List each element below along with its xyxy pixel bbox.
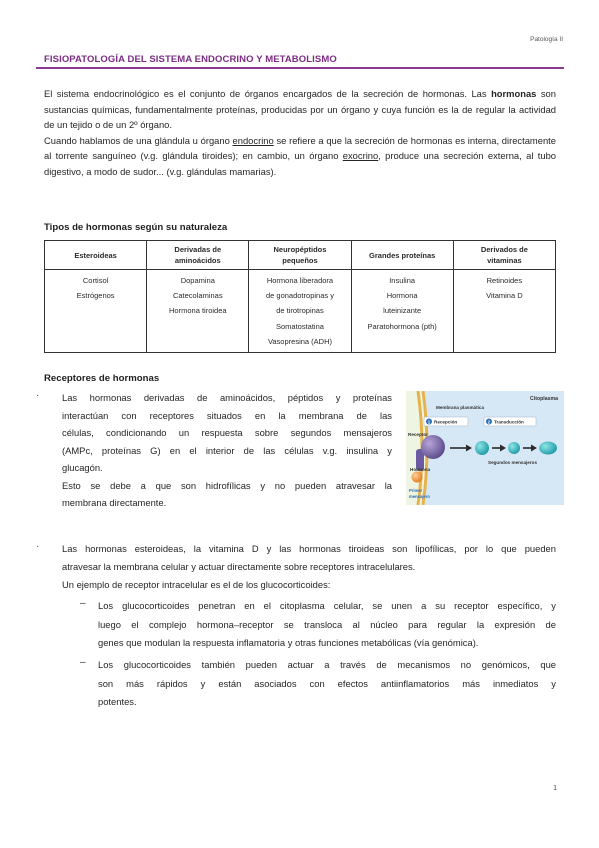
title-divider	[36, 67, 564, 69]
header-line: Grandes proteínas	[369, 250, 436, 260]
table-item: Estrógenos	[76, 291, 115, 301]
receptor-signaling-figure	[406, 391, 564, 505]
hormone-icon	[412, 472, 423, 483]
header-line: pequeños	[282, 256, 318, 265]
column-header-neuropeptidos	[249, 241, 351, 270]
bullet-marker: ·	[36, 541, 40, 552]
header-line: Neuropéptidos	[273, 245, 327, 254]
table-item: de tirotropinas	[276, 306, 324, 316]
receptors-heading: Receptores de hormonas	[44, 373, 160, 384]
label-segundos-mensajeros: Segundos mensajeros	[488, 460, 538, 465]
column-header-proteinas	[351, 241, 453, 270]
intro-block	[44, 86, 556, 179]
label-recepcion: Recepción	[434, 419, 458, 425]
bullet-2-text	[62, 540, 556, 594]
text-line: luego el complejo hormona–receptor se transloca al núcleo para regular la expresión de	[98, 618, 556, 630]
intro-text: Cuando hablamos de una glándula u órgano	[44, 134, 233, 146]
text-line: Esto se debe a que son hidrofílicas y no pueden atravesar la	[62, 479, 392, 491]
text-line: Las hormonas derivadas de aminoácidos, péptidos y proteínas	[62, 392, 392, 403]
text-line: Los glucocorticoides penetran en el citoplasma celular, se unen a su receptor específico, y	[98, 600, 556, 611]
table-item: Somatostatina	[275, 321, 324, 331]
sub-item-2-text	[98, 656, 556, 712]
table-item: luteinizante	[383, 306, 422, 316]
table-item: Hormona liberadora	[266, 276, 334, 285]
intro-paragraph-1	[44, 86, 556, 133]
term-exocrino: exocrino	[342, 150, 379, 161]
messenger-icon-1	[475, 441, 489, 455]
table-cell-neuropeptidos	[249, 270, 351, 353]
intro-paragraph-2	[44, 133, 556, 180]
text-line: (AMPc, proteínas G) en el interior de las células v.g. insulina y	[62, 444, 392, 456]
column-header-aminoacidos	[147, 241, 249, 270]
text-line: membrana directamente.	[62, 497, 167, 508]
label-citoplasma: Citoplasma	[530, 396, 558, 402]
intro-text: El sistema endocrinológico es el conjunto de órganos encargados de la secreción de hormonas. Las	[44, 88, 492, 99]
term-endocrino: endocrino	[232, 134, 274, 146]
table-header-row	[45, 241, 556, 270]
column-header-vitaminas	[453, 241, 555, 270]
hormone-types-table	[44, 240, 556, 353]
intro-text: , produce una secreción externa, al tubo digestivo, a modo de sudor... (v.g. glándulas mamarias).	[44, 150, 557, 177]
intro-text: son sustancias químicas, fundamentalmente proteínas, producidas por un órgano y cuya función es la de regular la actividad de un tejido o de un 2º órgano.	[44, 88, 556, 130]
label-receptor: Receptor	[408, 432, 428, 437]
page-number: 1	[553, 785, 557, 792]
term-hormonas: hormonas	[491, 88, 537, 99]
header-line: aminoácidos	[174, 256, 221, 265]
text-line: interactúan con receptores situados en la membrana de las	[62, 409, 392, 421]
table-item: Hormona	[386, 291, 418, 301]
table-row	[45, 270, 556, 353]
intro-text: se refiere a que la secreción de hormonas es interna, directamente al torrente sanguíneo (v.g. glándula tiroides); en cambio, un órgano	[44, 134, 556, 161]
table-item: Retinoides	[486, 276, 523, 285]
table-item: Insulina	[389, 276, 416, 285]
types-heading: Tipos de hormonas según su naturaleza	[44, 222, 228, 233]
text-line: Un ejemplo de receptor intracelular es el de los glucocorticoides:	[62, 579, 331, 590]
label-transduccion: Transducción	[494, 419, 524, 425]
messenger-icon-2	[508, 442, 520, 454]
step-number: 1	[427, 419, 431, 425]
header-line: Esteroideas	[74, 250, 117, 260]
dash-marker: –	[80, 598, 86, 609]
label-hormona: Hormona	[410, 467, 431, 472]
column-header-esteroideas	[45, 241, 147, 270]
text-line: potentes.	[98, 696, 137, 707]
table-item: Hormona tiroidea	[169, 306, 227, 316]
text-line: genes que modulan la respuesta inflamatoria y otras funciones metabólicas (vía genómica).	[98, 637, 479, 648]
label-mensajero: mensajero	[409, 494, 430, 499]
table-item: Dopamina	[180, 276, 215, 285]
table-item: Catecolaminas	[172, 291, 223, 301]
text-line: atravesar la membrana celular y actuar directamente sobre receptores intracelulares.	[62, 561, 416, 572]
table-item: Cortisol	[82, 276, 109, 285]
header-line: Derivados de	[480, 245, 528, 254]
dash-marker: –	[80, 657, 86, 668]
table-cell-vitaminas	[453, 270, 555, 353]
table-item: Vasopresina (ADH)	[267, 336, 332, 346]
header-line: vitaminas	[487, 256, 522, 265]
text-line: glucagón.	[62, 462, 103, 473]
table-cell-aminoacidos	[147, 270, 249, 353]
step-number: 2	[487, 419, 491, 425]
label-membrana: Membrana plasmática	[436, 405, 484, 410]
text-line: son más rápidos y están asociados con efectos antiinflamatorios más inmediatos y	[98, 677, 556, 689]
text-line: células, condicionando un respuesta sobre segundos mensajeros	[62, 427, 392, 438]
sub-item-1-text	[98, 597, 556, 653]
text-line: Los glucocorticoides también pueden actuar a través de mecanismos no genómicos, que	[98, 659, 556, 670]
text-line: Las hormonas esteroideas, la vitamina D y las hormonas tiroideas son lipofílicas, por lo que pueden	[62, 543, 556, 554]
label-primer: Primer	[409, 488, 423, 493]
bullet-1-text	[62, 389, 392, 512]
table-cell-esteroideas	[45, 270, 147, 353]
bullet-marker: ·	[36, 390, 40, 401]
table-item: Vitamina D	[486, 291, 523, 301]
header-line: Derivadas de	[174, 245, 222, 254]
document-title: FISIOPATOLOGÍA DEL SISTEMA ENDOCRINO Y METABOLISMO	[44, 54, 337, 65]
receptor-icon	[421, 435, 445, 459]
table-cell-proteinas	[351, 270, 453, 353]
messenger-icon-3	[539, 442, 557, 455]
table-item: de gonadotropinas y	[265, 291, 334, 301]
running-header: Patología II	[530, 36, 563, 43]
table-item: Paratohormona (pth)	[367, 321, 437, 331]
